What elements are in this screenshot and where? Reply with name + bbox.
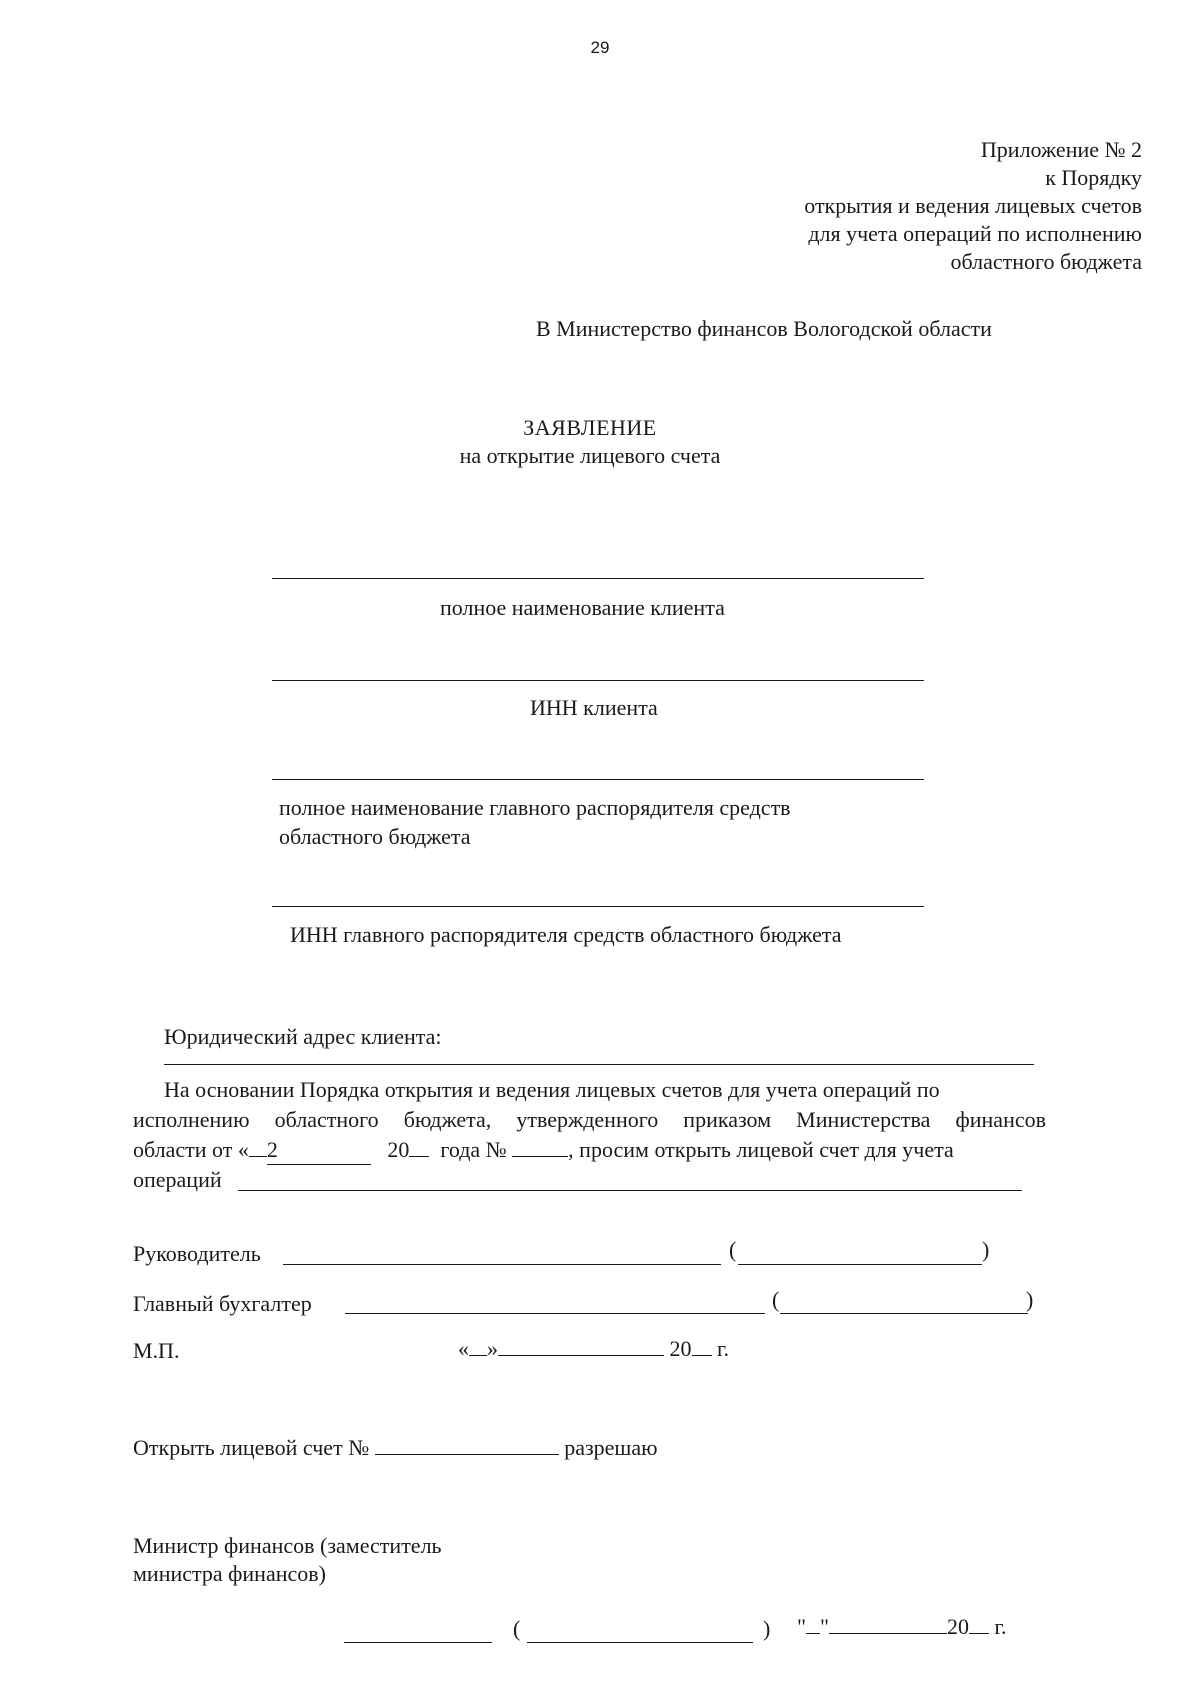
client-name-line[interactable]	[272, 578, 924, 579]
date-close-quote: »	[487, 1336, 498, 1361]
main-manager-caption-1: полное наименование главного распорядителя средств	[279, 795, 791, 820]
basis-operations-label: операций	[133, 1167, 222, 1192]
minister-date-quote-open: "	[797, 1614, 806, 1639]
minister-date-year: 20	[946, 1614, 969, 1639]
basis-request-text: , просим открыть лицевой счет для учета	[568, 1137, 954, 1162]
permission-line	[133, 1434, 658, 1462]
basis-date-month[interactable]	[267, 1136, 371, 1165]
minister-date	[797, 1613, 1007, 1641]
head-paren-close: )	[982, 1237, 990, 1262]
chief-accountant-paren-close: )	[1026, 1287, 1034, 1312]
chief-accountant-signature-line[interactable]	[345, 1313, 765, 1314]
minister-paren-open: (	[513, 1616, 521, 1641]
permission-text-before: Открыть лицевой счет №	[133, 1435, 370, 1460]
chief-accountant-name-line[interactable]	[780, 1313, 1028, 1314]
minister-date-year-blank[interactable]	[969, 1613, 989, 1634]
minister-signature-line[interactable]	[344, 1642, 492, 1643]
basis-date-year-blank[interactable]	[409, 1136, 429, 1157]
date-day-blank[interactable]	[469, 1335, 487, 1356]
basis-order-number-blank[interactable]	[512, 1136, 568, 1157]
minister-name-line[interactable]	[527, 1642, 753, 1643]
stamp-label: М.П.	[133, 1338, 180, 1363]
basis-line-2: исполнению областного бюджета, утвержденного приказом Министерства финансов	[133, 1107, 1046, 1132]
date-month-blank[interactable]	[498, 1335, 664, 1356]
account-number-blank[interactable]	[375, 1434, 559, 1455]
addressee: В Министерство финансов Вологодской области	[536, 316, 992, 341]
main-manager-line[interactable]	[272, 779, 924, 780]
operations-line[interactable]	[238, 1190, 1022, 1191]
basis-date-prefix: области от «	[133, 1137, 249, 1162]
client-inn-line[interactable]	[272, 680, 924, 681]
minister-date-quote-close: "	[819, 1614, 829, 1639]
minister-date-day-blank[interactable]	[806, 1613, 820, 1634]
head-signature-line[interactable]	[283, 1264, 721, 1265]
head-label: Руководитель	[133, 1241, 261, 1266]
head-name-line[interactable]	[738, 1264, 982, 1265]
page-number: 29	[590, 38, 610, 57]
appendix-line-3: открытия и ведения лицевых счетов	[804, 193, 1142, 218]
basis-date-day-blank[interactable]	[249, 1136, 267, 1157]
permission-text-after: разрешаю	[564, 1435, 658, 1460]
minister-date-month-blank[interactable]	[829, 1613, 947, 1634]
legal-address-line[interactable]	[164, 1064, 1034, 1065]
basis-date-day-value: 2	[266, 1137, 278, 1162]
legal-address-label: Юридический адрес клиента:	[164, 1024, 442, 1049]
minister-label-2: министра финансов)	[133, 1561, 326, 1586]
basis-line-1: На основании Порядка открытия и ведения лицевых счетов для учета операций по	[164, 1077, 940, 1102]
main-manager-inn-caption: ИНН главного распорядителя средств областного бюджета	[290, 922, 842, 947]
basis-line-3	[133, 1136, 1046, 1165]
date-year-prefix: 20	[669, 1336, 692, 1361]
document-subtitle: на открытие лицевого счета	[459, 443, 721, 468]
chief-accountant-label: Главный бухгалтер	[133, 1291, 312, 1316]
appendix-line-2: к Порядку	[1045, 165, 1142, 190]
basis-line-4	[133, 1166, 222, 1194]
main-manager-inn-line[interactable]	[272, 906, 924, 907]
main-manager-caption-2: областного бюджета	[279, 824, 471, 849]
date-year-suffix: г.	[717, 1336, 730, 1361]
document-title: ЗАЯВЛЕНИЕ	[523, 415, 657, 440]
chief-accountant-paren-open: (	[772, 1287, 780, 1312]
date-open-quote: «	[458, 1336, 469, 1361]
appendix-line-4: для учета операций по исполнению	[808, 221, 1142, 246]
date-year-blank[interactable]	[692, 1335, 712, 1356]
appendix-line-1: Приложение № 2	[980, 137, 1142, 162]
basis-year-word: года №	[440, 1137, 507, 1162]
minister-paren-close: )	[763, 1616, 771, 1641]
minister-label-1: Министр финансов (заместитель	[133, 1533, 442, 1558]
basis-date-year: 20	[387, 1137, 410, 1162]
client-name-caption: полное наименование клиента	[440, 595, 725, 620]
minister-date-year-suffix: г.	[994, 1614, 1007, 1639]
signature-date	[458, 1335, 729, 1363]
client-inn-caption: ИНН клиента	[530, 695, 658, 720]
head-paren-open: (	[729, 1237, 737, 1262]
appendix-line-5: областного бюджета	[950, 249, 1142, 274]
